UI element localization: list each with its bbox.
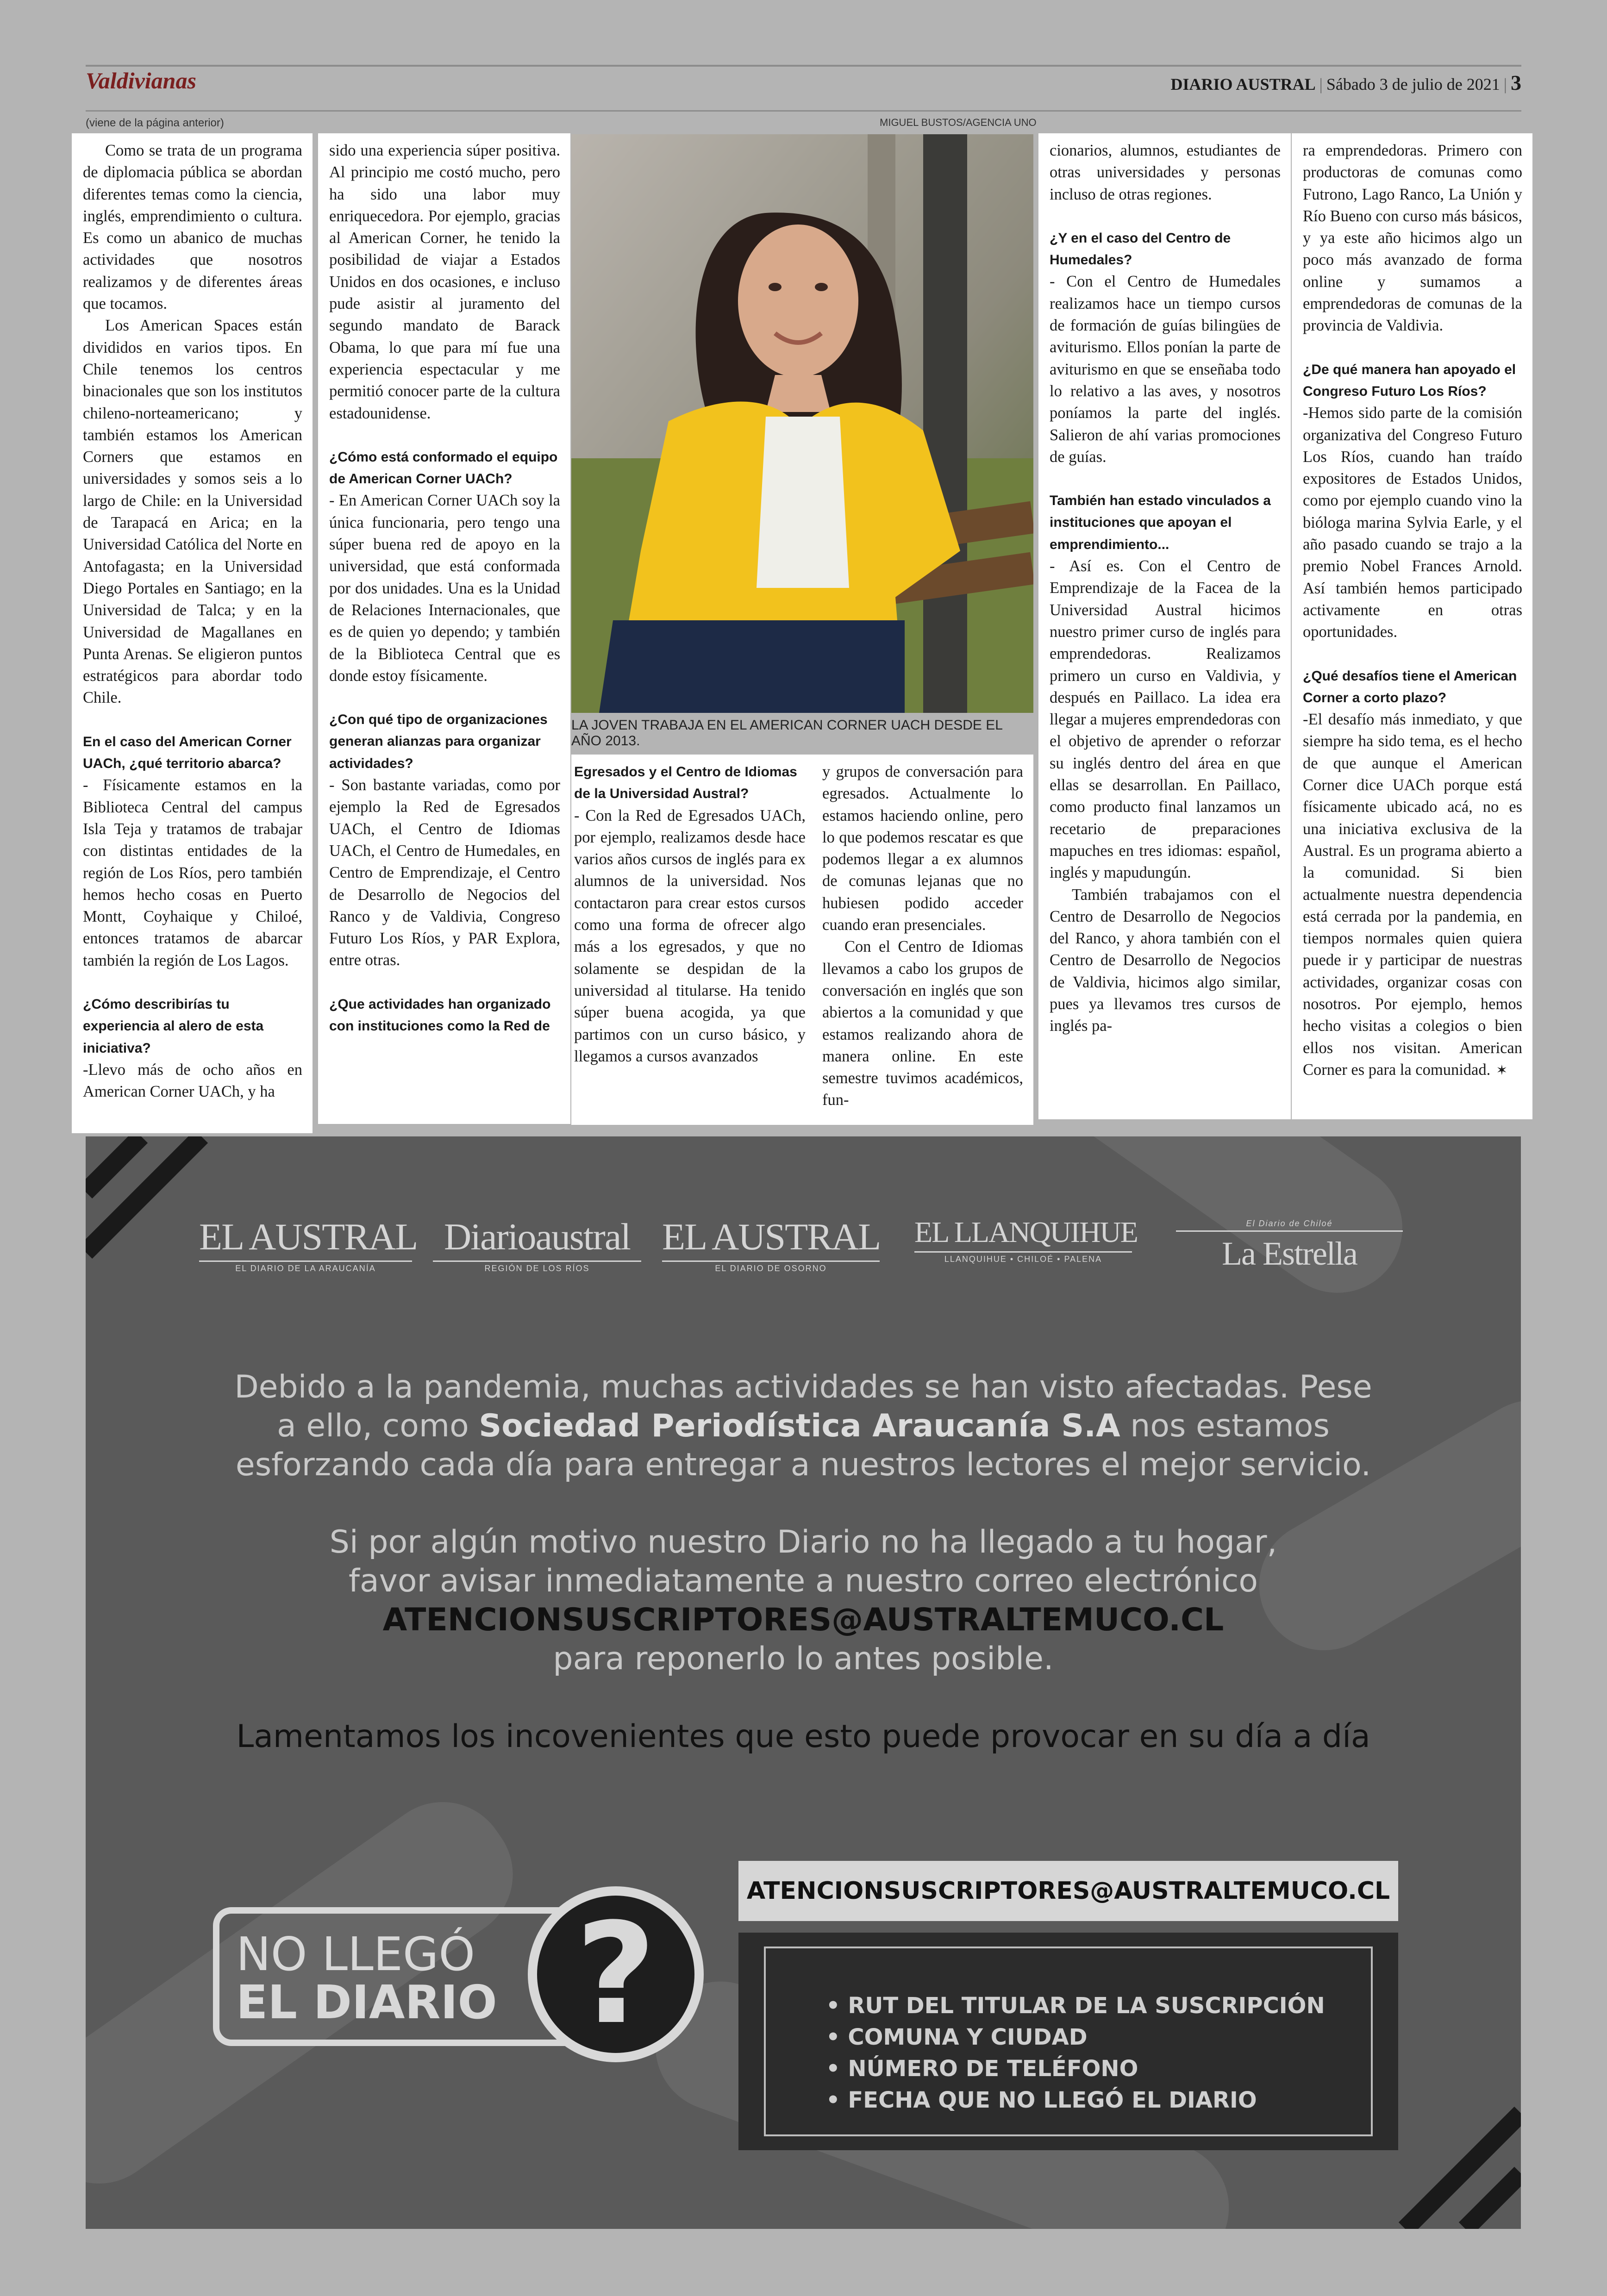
email-banner[interactable]: ATENCIONSUSCRIPTORES@AUSTRALTEMUCO.CL bbox=[738, 1861, 1398, 1921]
requirements-box bbox=[738, 1933, 1398, 2150]
list-item: • NÚMERO DE TELÉFONO bbox=[826, 2053, 1371, 2084]
interview-answer: -Hemos sido parte de la comisión organizativa del Congreso Futuro Los Ríos, cuando han traído expositores de Estados Unidos, como por ejemplo cuando vino la bióloga marina Sylvia Earle, y el año pasado cuando se trajo a la premio Nobel Frances Arnold. Así también hemos participado activamente en otras oportunidades. bbox=[1303, 404, 1522, 641]
interview-answer: - En American Corner UACh soy la única funcionaria, pero tengo una súper buena red de apoyo en la universidad, que está conformada por dos unidades. Una es la Unidad de Relaciones Internacionales, que es de quien yo dependo; y también de la Biblioteca Central que es donde estoy físicamente. bbox=[329, 492, 560, 685]
end-of-article-icon: ✶ bbox=[1496, 1062, 1508, 1079]
list-item: • FECHA QUE NO LLEGÓ EL DIARIO bbox=[826, 2084, 1371, 2116]
interview-answer bbox=[1303, 709, 1522, 1081]
paragraph: Los American Spaces están divididos en varios tipos. En Chile tenemos los centros binacionales que son los institutos chileno-norteamericano; y también estamos los American Corners que estamos en universidades y somos seis a lo largo de Chile: en la Universidad de Tarapacá en Arica; en la Universidad Católica del Norte en Antofagasta; en la Universidad Diego Portales en Santiago; en la Universidad de Talca; y en la Universidad de Magallanes en Punta Arenas. Se eligieron puntos estratégicos para abordar todo Chile. bbox=[83, 317, 302, 707]
interview-answer: - Con la Red de Egresados UACh, por ejemplo, realizamos desde hace varios años cursos de inglés para ex alumnos de la universidad. Nos contactaron para crear estos cursos como una forma de ofrecer algo más a los egresados, y que no solamente se despidan de la universidad al titularse. Ha tenido súper buena acogida, ya que partimos con un curso básico, y llegamos a cursos avanzados bbox=[574, 806, 806, 1065]
requirements-list bbox=[826, 1990, 1371, 2116]
requirements-frame bbox=[764, 1947, 1373, 2136]
logo-la-estrella: El Diario de Chiloé La Estrella bbox=[1176, 1215, 1403, 1273]
interview-question: Egresados y el Centro de Idiomas de la Universidad Austral? bbox=[574, 764, 797, 802]
paragraph: Como se trata de un programa de diplomacia pública se abordan diferentes temas como la ciencia, inglés, emprendimiento o cultura. Es como un abanico de muchas actividades que nosotros realizamos y de diferentes áreas que tocamos. bbox=[83, 142, 302, 313]
question-badge bbox=[528, 1886, 704, 2062]
newspaper-name: DIARIO AUSTRAL bbox=[1170, 75, 1316, 94]
company-name: Sociedad Periodística Araucanía S.A bbox=[479, 1408, 1120, 1444]
article-column-2 bbox=[318, 133, 570, 1124]
interview-answer: - Físicamente estamos en la Biblioteca Central del campus Isla Teja y tratamos de trabajar con distintas entidades de la región de Los Ríos, pero también hemos hecho cosas en Puerto Montt, Coyhaique y Chiloé, entonces tratamos de abarcar también la región de Los Lagos. bbox=[83, 776, 302, 969]
paragraph: sido una experiencia súper positiva. Al principio me costó mucho, pero ha sido una labor muy enriquecedora. Por ejemplo, gracias al American Corner, he tenido la posibilidad de viajar a Estados Unidos en dos ocasiones, e incluso pude asistir al juramento del segundo mandato de Barack Obama, lo que para mí fue una experiencia espectacular y me permitió conocer parte de la cultura estadounidense. bbox=[329, 142, 560, 422]
page-number: 3 bbox=[1511, 71, 1521, 94]
continued-note: (viene de la página anterior) bbox=[86, 117, 224, 129]
list-item: • RUT DEL TITULAR DE LA SUSCRIPCIÓN bbox=[826, 1990, 1371, 2021]
photo-credit: MIGUEL BUSTOS/AGENCIA UNO bbox=[880, 117, 1037, 128]
interview-answer: -Llevo más de ocho años en American Corner UACh, y ha bbox=[83, 1061, 302, 1101]
section-name: Valdivianas bbox=[86, 68, 196, 94]
interview-answer: - Son bastante variadas, como por ejemplo la Red de Egresados UACh, el Centro de Idiomas UACh, el Centro de Humedales, en Centro de Emprendizaje, el Centro de Desarrollo de Negocios del Ranco y de Valdivia, Congreso Futuro Los Ríos, y PAR Explora, entre otras. bbox=[329, 776, 560, 969]
header-top-rule bbox=[86, 65, 1521, 67]
interview-answer: - Así es. Con el Centro de Emprendizaje de la Facea de la Universidad Austral hicimos nuestro primer curso de inglés para emprendedoras. Realizamos primero un curso en Valdivia, y después en Paillaco. La idea era llegar a mujeres emprendedoras con el objetivo de aprender o reforzar su inglés dentro del área en que ellas se desarrollan. En Paillaco, como producto final lanzamos un recetario de preparaciones mapuches en tres idiomas: español, inglés y mapudungún. bbox=[1050, 557, 1281, 882]
newspaper-header: DIARIO AUSTRAL | Sábado 3 de julio de 2021 | 3 bbox=[1170, 71, 1521, 94]
interview-question: ¿Cómo describirías tu experiencia al alero de esta iniciativa? bbox=[83, 996, 264, 1056]
logo-el-llanquihue: EL LLANQUIHUE LLANQUIHUE • CHILOÉ • PALENA bbox=[914, 1216, 1138, 1264]
paragraph: cionarios, alumnos, estudiantes de otras universidades y personas incluso de otras regiones. bbox=[1050, 142, 1281, 203]
portrait-image bbox=[571, 134, 1033, 713]
logo-el-austral-osorno: EL AUSTRAL EL DIARIO DE OSORNO bbox=[662, 1216, 881, 1273]
answer-text: -El desafío más inmediato, y que siempre ha sido tema, es el hecho de que aunque el American Corner dice UACh porque está físicamente ubicado acá, no es una iniciativa exclusiva de la Austral. Es un programa abierto a la comunidad. Si bien actualmente nuestra dependencia está cerrada por la pandemia, en tiempos normales quien quiera puede ir y participar de nuestras actividades, organizar cosas con nosotros. Por ejemplo, hemos hecho visitas a colegios o bien ellos nos visitan. American Corner es para la comunidad. bbox=[1303, 711, 1522, 1079]
interview-question: En el caso del American Corner UACh, ¿qué territorio abarca? bbox=[83, 734, 292, 772]
header-bottom-rule bbox=[86, 110, 1521, 112]
article-column-3 bbox=[571, 755, 816, 1125]
logo-el-austral-araucania: EL AUSTRAL EL DIARIO DE LA ARAUCANÍA bbox=[199, 1216, 418, 1273]
article-column-6 bbox=[1292, 133, 1532, 1119]
portrait-photo bbox=[571, 134, 1033, 713]
no-llego-text: NO LLEGÓ EL DIARIO bbox=[236, 1927, 497, 2029]
interview-question: ¿Qué desafíos tiene el American Corner a corto plazo? bbox=[1303, 668, 1517, 705]
paragraph: ra emprendedoras. Primero con productoras de comunas como Futrono, Lago Ranco, La Unión y Río Bueno con curso más básicos, y ya este año hicimos algo un poco más avanzado de forma online y sumamos a emprendedoras de comunas de la provincia de Valdivia. bbox=[1303, 142, 1522, 335]
pandemic-message: Debido a la pandemia, muchas actividades se han visto afectadas. Pese a ello, como Sociedad Periodística Araucanía S.A nos estamos esforzando cada día para entregar a nuestros lectores el mejor servicio. bbox=[234, 1369, 1372, 1483]
interview-question: ¿Que actividades han organizado con instituciones como la Red de bbox=[329, 996, 551, 1034]
interview-question: ¿Cómo está conformado el equipo de American Corner UACh? bbox=[329, 449, 558, 487]
paragraph: Con el Centro de Idiomas llevamos a cabo los grupos de conversación en inglés que son abiertos a la comunidad y que estamos realizando ahora de manera online. En este semestre tuvimos académicos, fun- bbox=[822, 938, 1023, 1109]
list-item: • COMUNA Y CIUDAD bbox=[826, 2021, 1371, 2053]
apology-message: Lamentamos los incovenientes que esto puede provocar en su día a día bbox=[236, 1718, 1370, 1755]
interview-question: ¿De qué manera han apoyado el Congreso Futuro Los Ríos? bbox=[1303, 362, 1516, 399]
interview-question: ¿Y en el caso del Centro de Humedales? bbox=[1050, 230, 1231, 268]
interview-answer: - Con el Centro de Humedales realizamos hace un tiempo cursos de formación de guías bilingües de aviturismo. Ellos ponían la parte de aviturismo en que se enseñaba todo lo relativo a las aves, y nosotros poníamos la parte del inglés. Salieron de ahí varias promociones de guías. bbox=[1050, 273, 1281, 466]
article-column-4 bbox=[816, 755, 1033, 1125]
paragraph: y grupos de conversación para egresados. Actualmente lo estamos haciendo online, pero lo que podemos rescatar es que podemos llegar a ex alumnos de comunas lejanas que no hubiesen podido acceder cuando eran presenciales. bbox=[822, 763, 1023, 934]
delivery-message: Si por algún motivo nuestro Diario no ha llegado a tu hogar, favor avisar inmediatamente a nuestro correo electrónico ATENCIONSUSCRIPTORES@AUSTRALTEMUCO.CL para reponerlo lo antes posible. bbox=[294, 1523, 1313, 1678]
photo-caption: LA JOVEN TRABAJA EN EL AMERICAN CORNER UACH DESDE EL AÑO 2013. bbox=[571, 718, 1002, 749]
article-column-1 bbox=[72, 133, 313, 1133]
issue-date: Sábado 3 de julio de 2021 bbox=[1326, 75, 1500, 94]
logo-diario-austral: Diarioaustral REGIÓN DE LOS RÍOS bbox=[433, 1215, 641, 1273]
interview-question: También han estado vinculados a instituciones que apoyan el emprendimiento... bbox=[1050, 493, 1271, 552]
interview-question: ¿Con qué tipo de organizaciones generan alianzas para organizar actividades? bbox=[329, 712, 548, 771]
question-mark-icon: ? bbox=[537, 1896, 694, 2053]
subscriber-notice-ad bbox=[86, 1136, 1521, 2229]
support-email[interactable]: ATENCIONSUSCRIPTORES@AUSTRALTEMUCO.CL bbox=[382, 1602, 1224, 1638]
paragraph: También trabajamos con el Centro de Desarrollo de Negocios del Ranco, y ahora también con el Centro de Desarrollo de Negocios de Valdivia, hicimos algo similar, pues ya llevamos tres cursos de inglés pa- bbox=[1050, 886, 1281, 1035]
article-column-5 bbox=[1038, 133, 1291, 1119]
